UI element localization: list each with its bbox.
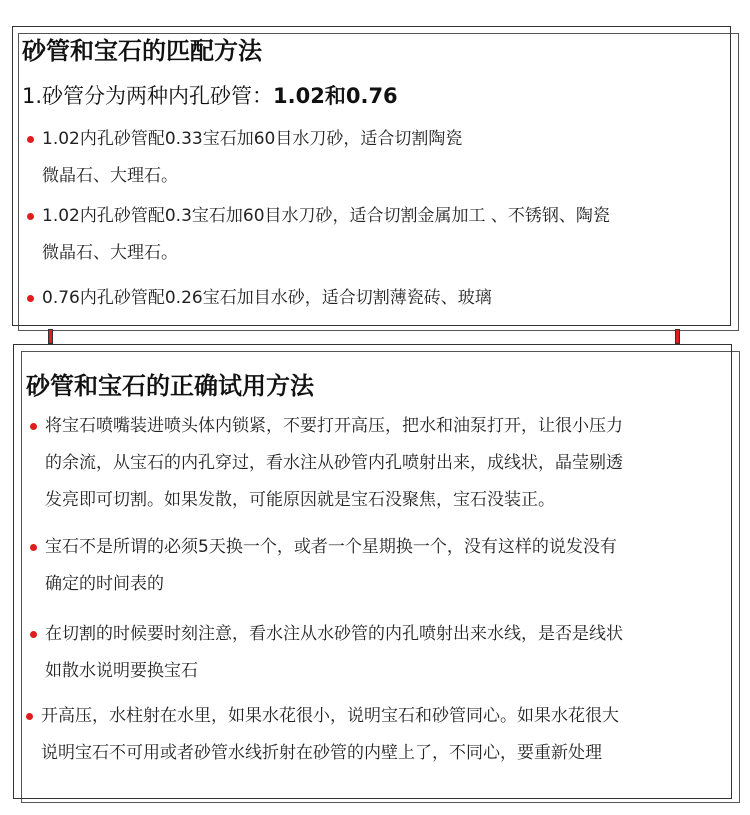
- section1-subtitle-prefix: 1.砂管分为两种内孔砂管：: [22, 84, 274, 108]
- list-item: [45, 408, 623, 519]
- list-item: [45, 616, 623, 690]
- list-item-line: 说明宝石不可用或者砂管水线折射在砂管的内壁上了，不同心，要重新处理: [41, 743, 602, 763]
- bullet-icon: [27, 136, 34, 143]
- list-item: [42, 121, 462, 195]
- bullet-icon: [27, 295, 34, 302]
- list-item-line: 发亮即可切割。如果发散，可能原因就是宝石没聚焦，宝石没装正。: [45, 490, 555, 510]
- right-connector: [675, 329, 680, 344]
- section1-subtitle: [22, 80, 398, 110]
- bullet-icon: [30, 631, 37, 638]
- bullet-icon: [27, 213, 34, 220]
- list-item-line: 开高压，水柱射在水里，如果水花很小，说明宝石和砂管同心。如果水花很大: [41, 706, 619, 726]
- list-item-line: 微晶石、大理石。: [42, 166, 178, 186]
- section1-title: 砂管和宝石的匹配方法: [22, 37, 262, 65]
- list-item-line: 确定的时间表的: [45, 574, 164, 594]
- section2-title: 砂管和宝石的正确试用方法: [26, 372, 314, 400]
- list-item-line: 0.76内孔砂管配0.26宝石加目水砂，适合切割薄瓷砖、玻璃: [42, 288, 492, 308]
- left-connector: [48, 329, 53, 344]
- list-item-line: 将宝石喷嘴装进喷头体内锁紧，不要打开高压，把水和油泵打开，让很小压力: [45, 416, 623, 436]
- list-item: [45, 529, 617, 603]
- bullet-icon: [30, 423, 37, 430]
- list-item-line: 1.02内孔砂管配0.3宝石加60目水刀砂，适合切割金属加工 、不锈钢、陶瓷: [42, 206, 610, 226]
- bullet-icon: [26, 713, 33, 720]
- list-item-line: 1.02内孔砂管配0.33宝石加60目水刀砂，适合切割陶瓷: [42, 129, 463, 149]
- section1-subtitle-bold: 1.02和0.76: [273, 84, 398, 108]
- list-item: [42, 198, 610, 272]
- list-item-line: 宝石不是所谓的必须5天换一个，或者一个星期换一个，没有这样的说发没有: [45, 537, 617, 557]
- list-item: [41, 698, 619, 772]
- list-item-line: 微晶石、大理石。: [42, 243, 178, 263]
- list-item-line: 的余流，从宝石的内孔穿过，看水注从砂管内孔喷射出来，成线状，晶莹剔透: [45, 453, 623, 473]
- bullet-icon: [30, 544, 37, 551]
- list-item-line: 如散水说明要换宝石: [45, 661, 198, 681]
- list-item-line: 在切割的时候要时刻注意，看水注从水砂管的内孔喷射出来水线，是否是线状: [45, 624, 623, 644]
- list-item: [42, 280, 492, 317]
